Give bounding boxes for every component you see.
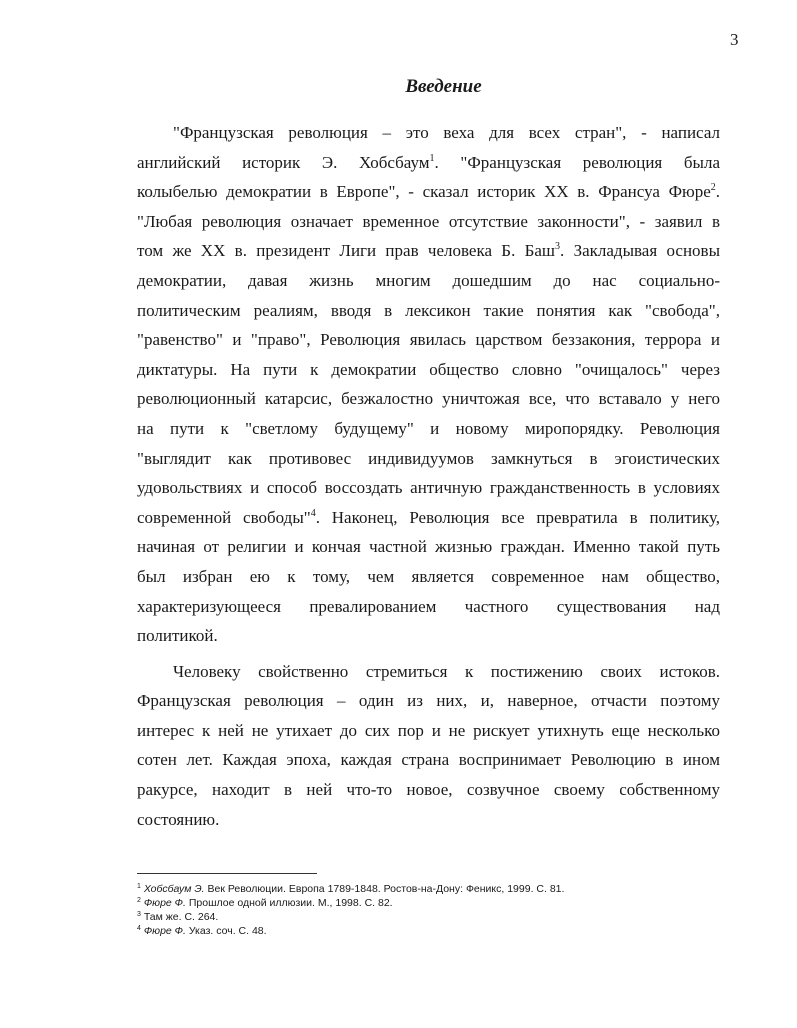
text-line: "Французская революция – это веха для всех стран", - написал	[173, 123, 720, 142]
text-line: том же XX в. президент Лиги прав человека Б. Баш$^3$. Закладывая основы	[137, 241, 720, 261]
text-line: начиная от религии и кончая частной жизнью граждан. Именно такой путь	[137, 537, 720, 557]
text-line: ракурсе, находит в ней что-то новое, созвучное своему собственному	[137, 780, 720, 800]
footnote-ref[interactable]: 3	[555, 241, 561, 253]
text-line: "равенство" и "право", Революция явилась царством беззакония, террора и	[137, 330, 720, 350]
footnote: $^2$ Фюре Ф. Прошлое одной иллюзии. М., 1998. С. 82.	[137, 897, 393, 909]
text-line: демократии, давая жизнь многим дошедшим до нас социально-	[137, 270, 720, 290]
page-number: 3	[730, 30, 739, 49]
footnote: $^1$ Хобсбаум Э. Век Революции. Европа 1789-1848. Ростов-на-Дону: Феникс, 1999. С. 81.	[137, 883, 565, 895]
footnotes	[137, 882, 720, 938]
body-text	[137, 118, 720, 834]
footnote-ref[interactable]: 4	[310, 507, 316, 519]
text-line: революционный катарсис, безжалостно уничтожая все, что вставало у него	[137, 389, 720, 409]
text-line: Французская революция – один из них, и, наверное, отчасти поэтому	[137, 691, 720, 711]
text-line: был избран ею к тому, чем является современное нам общество,	[137, 566, 720, 586]
footnote-ref[interactable]: 2	[710, 182, 716, 194]
text-line: "Любая революция означает временное отсутствие законности", - заявил в	[137, 211, 720, 231]
text-line: "выглядит как противовес индивидуумов замкнуться в эгоистических	[137, 448, 720, 468]
text-line: состоянию.	[137, 809, 220, 829]
text-line: Человеку свойственно стремиться к постижению своих истоков.	[173, 661, 720, 681]
footnote: $^3$ Там же. С. 264.	[137, 911, 219, 923]
text-line: интерес к ней не утихает до сих пор и не рискует утихнуть еще несколько	[137, 720, 720, 740]
text-line: диктатуры. На пути к демократии общество словно "очищалось" через	[137, 359, 720, 379]
text-line: удовольствиях и способ воссоздать античную гражданственность в условиях	[137, 478, 720, 498]
text-line: политикой.	[137, 626, 218, 646]
text-line: современной свободы"$^4$. Наконец, Революция все превратила в политику,	[137, 507, 720, 527]
page-title: Введение	[405, 76, 482, 97]
text-line: колыбелью демократии в Европе", - сказал историк XX в. Франсуа Фюре$^2$.	[137, 182, 720, 202]
footnote-ref[interactable]: 1	[429, 152, 435, 164]
footnote-divider	[137, 873, 317, 874]
text-line: на пути к "светлому будущему" и новому миропорядку. Революция	[137, 418, 720, 438]
text-line: политическим реалиям, вводя в лексикон такие понятия как "свобода",	[137, 300, 720, 320]
footnote: $^4$ Фюре Ф. Указ. соч. С. 48.	[137, 925, 267, 937]
text-line: характеризующееся превалированием частного существования над	[137, 596, 720, 616]
text-line: сотен лет. Каждая эпоха, каждая страна воспринимает Революцию в ином	[137, 750, 720, 770]
text-line: английский историк Э. Хобсбаум$^1$. "Французская революция была	[137, 152, 720, 172]
